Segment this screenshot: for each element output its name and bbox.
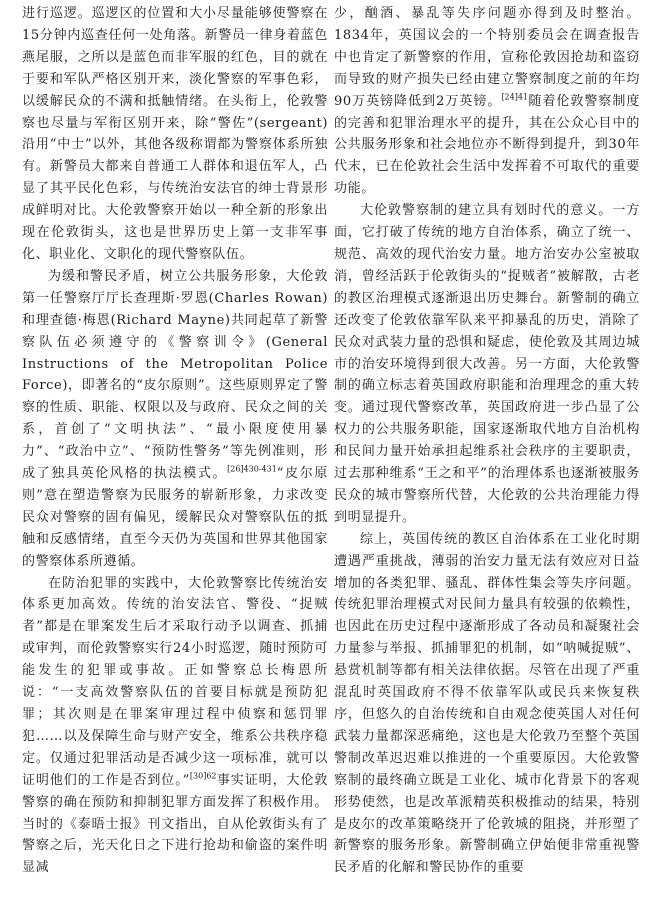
paragraph xyxy=(22,266,328,573)
paragraph-text: 为缓和警民矛盾，树立公共服务形象，大伦敦第一任警察厅厅长查理斯·罗恩(Charles Rowan)和理查德·梅恩(Richard Mayne)共同起草了新警察队伍必须遵守的《警察训令》(General Instructions of the Metropolitan Police Force)，即著名的“皮尔原则”。这些原则界定了警察的性质、职能、权限以及与政府、民众之间的关系，首创了“文明执法”、“最小限度使用暴力”、“政治中立”、“预防性警务”等先例准则，形成了独具英伦风格的执法模式。 xyxy=(22,268,328,482)
paragraph-text: 进行巡逻。巡逻区的位置和大小尽量能够使警察在15分钟内巡查任何一处角落。新警员一律身着蓝色燕尾服，之所以是蓝色而非军服的红色，目的就在于要和军队严格区别开来，淡化警察的军事色彩，以缓解民众的不满和抵触情绪。在头衔上，伦敦警察也尽量与军衔区别开来，除“警佐”(sergeant)沿用“中士”以外，其他各级称谓都为警察体系所独有。新警员大都来自普通工人群体和退伍军人，凸显了其平民化色彩，与传统治安法官的绅士背景形成鲜明对比。大伦敦警察开始以一种全新的形象出现在伦敦街头，这也是世界历史上第一支非军事化、职业化、文职化的现代警察队伍。 xyxy=(22,6,328,262)
paragraph xyxy=(334,200,640,529)
paragraph-text: 在防治犯罪的实践中，大伦敦警察比传统治安体系更加高效。传统的治安法官、警役、“捉贼者”都是在罪案发生后才采取行动予以调查、抓捕或审判，而伦敦警察实行24小时巡逻，随时预防可能发生的犯罪或事故。正如警察总长梅恩所说：“一支高效警察队伍的首要目标就是预防犯罪；其次则是在罪案审理过程中侦察和惩罚罪犯……以及保障生命与财产安全，维系公共秩序稳定。仅通过犯罪活动是否减少这一项标准，就可以证明他们的工作是否到位。” xyxy=(22,575,328,788)
right-column xyxy=(334,3,640,879)
paragraph-text-continued: “皮尔原则”意在塑造警察为民服务的崭新形象，力求改变民众对警察的固有偏见，缓解民众对警察队伍的抵触和反感情绪，直至今天仍为英国和世界其他国家的警察体系所遵循。 xyxy=(22,466,328,569)
paragraph xyxy=(334,529,640,880)
paragraph-text-continued: 随着伦敦警察制度的完善和犯罪治理水平的提升，其在公众心目中的公共服务形象和社会地位亦不断得到提升，到30年代末，已在伦敦社会生活中发挥着不可取代的重要功能。 xyxy=(334,93,640,197)
paragraph xyxy=(22,573,328,880)
paragraph-text: 大伦敦警察制的建立具有划时代的意义。一方面，它打破了传统的地方自治体系，确立了统一、规范、高效的现代治安力量。地方治安办公室被取消，曾经活跃于伦敦街头的“捉贼者”被解散，古老的教区治理模式逐渐退出历史舞台。新警制的确立还改变了伦敦依靠军队来平抑暴乱的历史，消除了民众对武装力量的恐惧和疑虑，使伦敦及其周边城市的治安环境得到很大改善。另一方面，大伦敦警制的确立标志着英国政府职能和治理理念的重大转变。通过现代警察改革，英国政府进一步凸显了公权力的公共服务职能，国家逐渐取代地方自治机构和民间力量开始承担起维系社会秩序的主要职责，过去那种维系“王之和平”的治理体系也逐渐被服务民众的城市警察所代替，大伦敦的公共治理能力得到明显提升。 xyxy=(334,203,640,525)
left-column xyxy=(22,3,328,879)
citation: [26]430-431 xyxy=(227,464,277,474)
paragraph-text: 少，酗酒、暴乱等失序问题亦得到及时整治。1834年，英国议会的一个特别委员会在调查报告中也肯定了新警察的作用，宣称伦敦因抢劫和盗窃而导致的财产损失已经由建立警察制度之前的年均90万英镑降低到2万英镑。 xyxy=(334,6,640,109)
citation: [30]62 xyxy=(189,771,217,781)
paragraph-text-continued: 事实证明，大伦敦警察的确在预防和抑制犯罪方面发挥了积极作用。当时的《泰晤士报》刊文指出，自从伦敦街头有了警察之后，光天化日之下进行抢劫和偷盗的案件明显减 xyxy=(22,772,328,876)
paragraph xyxy=(334,3,640,200)
paragraph-text: 综上，英国传统的教区自治体系在工业化时期遭遇严重挑战，薄弱的治安力量无法有效应对日益增加的各类犯罪、骚乱、群体性集会等失序问题。传统犯罪治理模式对民间力量具有较强的依赖性，也因此在历史过程中逐渐形成了各动员和凝聚社会力量参与举报、抓捕罪犯的机制，如“呐喊捉贼”、悬赏机制等都有相关法律依据。尽管在出现了严重混乱时英国政府不得不依靠军队或民兵来恢复秩序，但悠久的自治传统和自由观念使英国人对任何武装力量都深恶痛绝，这也是大伦敦乃至整个英国警制改革迟迟难以推进的一个重要原因。大伦敦警察制的最终确立既是工业化、城市化背景下的客观形势使然，也是改革派精英积极推动的结果，特别是皮尔的改革策略绕开了伦敦城的阻挠，并形塑了新警察的服务形象。新警制确立伊始便非常重视警民矛盾的化解和警民协作的重要 xyxy=(334,531,640,876)
paragraph xyxy=(22,3,328,266)
citation: [24]41 xyxy=(501,92,528,102)
